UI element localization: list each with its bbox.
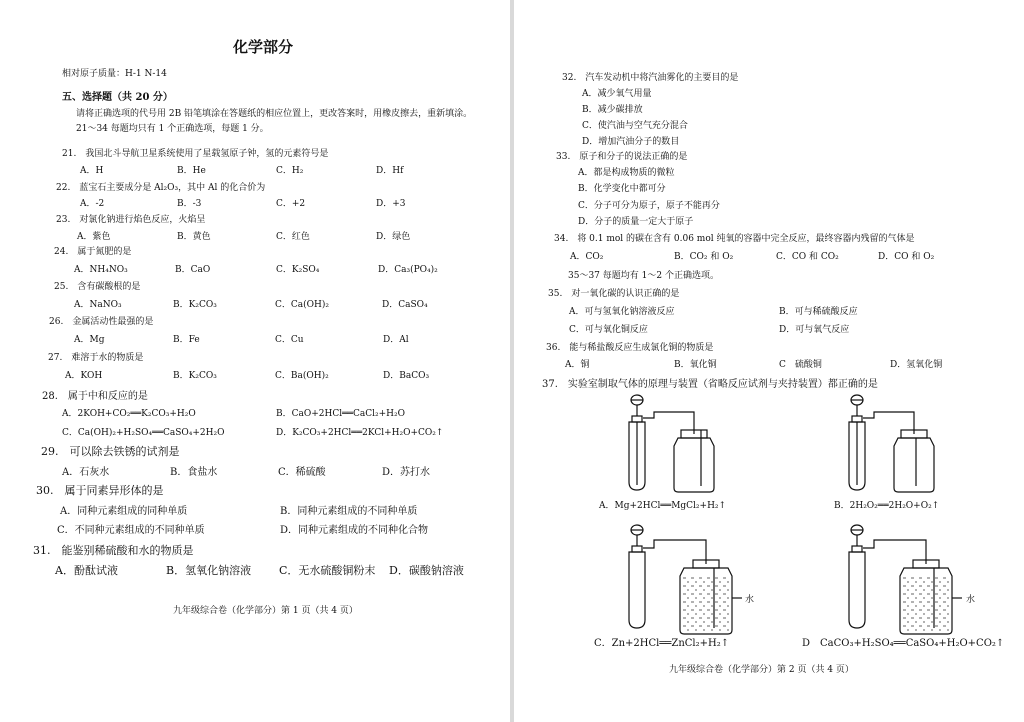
q26-option-a: A．Mg — [74, 335, 105, 345]
q32-stem: 32. 汽车发动机中将汽油雾化的主要目的是 — [562, 73, 739, 83]
apparatus-b-equation[interactable]: B．2H₂O₂══2H₂O+O₂↑ — [834, 501, 940, 511]
q29-option-b: B．食盐水 — [170, 467, 218, 478]
q35-option-c: C．可与氧化铜反应 — [569, 325, 648, 335]
q21-option-a: A．H — [80, 166, 104, 176]
instructions-line-1: 请将正确选项的代号用 2B 铅笔填涂在答题纸的相应位置上，更改答案时，用橡皮擦去，重新填涂。 — [76, 109, 473, 119]
q22-option-b: B．-3 — [177, 199, 202, 209]
q29-stem: 29. 可以除去铁锈的试剂是 — [41, 445, 180, 458]
q23-option-c: C．红色 — [276, 232, 310, 242]
q21-stem: 21. 我国北斗导航卫星系统使用了星载氢原子钟，氢的元素符号是 — [62, 149, 329, 159]
q31-option-c: C．无水硫酸铜粉末 — [279, 564, 376, 577]
apparatus-a-equation[interactable]: A．Mg+2HCl══MgCl₂+H₂↑ — [599, 501, 727, 511]
q28-option-d: D．K₂CO₃+2HCl══2KCl+H₂O+CO₂↑ — [276, 428, 444, 438]
q27-option-a: A．KOH — [65, 371, 103, 381]
q33-option-d: D．分子的质量一定大于原子 — [578, 217, 694, 227]
q24-option-d: D．Ca₃(PO₄)₂ — [378, 265, 438, 275]
q36-option-b: B．氧化铜 — [674, 360, 717, 370]
q32-option-d: D．增加汽油分子的数目 — [582, 137, 680, 147]
q35-option-b: B．可与稀硫酸反应 — [779, 307, 858, 317]
q33-option-b: B．化学变化中都可分 — [578, 184, 666, 194]
q26-stem: 26. 金属活动性最强的是 — [49, 317, 154, 327]
q27-option-d: D．BaCO₃ — [383, 371, 430, 381]
q27-stem: 27. 难溶于水的物质是 — [48, 353, 144, 363]
q35-option-d: D．可与氧气反应 — [779, 325, 850, 335]
apparatus-c-diagram — [626, 520, 751, 645]
q31-stem: 31. 能鉴别稀硫酸和水的物质是 — [33, 544, 194, 557]
q25-stem: 25. 含有碳酸根的是 — [54, 282, 141, 292]
q28-option-b: B．CaO+2HCl══CaCl₂+H₂O — [276, 409, 405, 419]
multi-answer-note: 35～37 每题均有 1～2 个正确选项。 — [568, 271, 719, 281]
q36-option-c: C 硫酸铜 — [779, 360, 822, 370]
q29-option-d: D．苏打水 — [382, 467, 431, 478]
q25-option-a: A．NaNO₃ — [74, 300, 122, 310]
q31-option-b: B．氢氧化钠溶液 — [166, 564, 252, 577]
q24-option-c: C．K₂SO₄ — [276, 265, 320, 275]
q29-option-c: C．稀硫酸 — [278, 467, 326, 478]
instructions-line-2: 21～34 每题均只有 1 个正确选项，每题 1 分。 — [76, 124, 269, 134]
q33-option-a: A．都是构成物质的微粒 — [578, 168, 675, 178]
q22-option-c: C．+2 — [276, 199, 306, 209]
atomic-mass-note: 相对原子质量：H-1 N-14 — [62, 69, 167, 79]
section-heading: 五、选择题（共 20 分） — [62, 92, 173, 103]
q30-option-d: D．同种元素组成的不同种化合物 — [280, 525, 429, 536]
page-title: 化学部分 — [233, 38, 294, 56]
q34-option-d: D．CO 和 O₂ — [878, 252, 935, 262]
q37-stem: 37. 实验室制取气体的原理与装置（省略反应试剂与夹持装置）都正确的是 — [542, 379, 878, 390]
q27-option-c: C．Ba(OH)₂ — [275, 371, 329, 381]
q33-stem: 33. 原子和分子的说法正确的是 — [556, 152, 688, 162]
apparatus-b-diagram — [846, 390, 956, 500]
q34-option-c: C．CO 和 CO₂ — [776, 252, 839, 262]
q29-option-a: A．石灰水 — [62, 467, 110, 478]
q21-option-c: C．H₂ — [276, 166, 304, 176]
q25-option-b: B．K₂CO₃ — [173, 300, 217, 310]
q21-option-d: D．Hf — [376, 166, 404, 176]
q26-option-c: C．Cu — [275, 335, 304, 345]
q30-option-a: A．同种元素组成的同种单质 — [60, 506, 188, 517]
apparatus-a-diagram — [626, 390, 736, 500]
q26-option-d: D．Al — [383, 335, 409, 345]
q28-option-c: C．Ca(OH)₂+H₂SO₄══CaSO₄+2H₂O — [62, 428, 225, 438]
q24-option-a: A．NH₄NO₃ — [74, 265, 128, 275]
q23-stem: 23. 对氯化钠进行焰色反应，火焰呈 — [56, 215, 206, 225]
q34-option-a: A．CO₂ — [570, 252, 604, 262]
q32-option-a: A．减少氧气用量 — [582, 89, 652, 99]
page-footer: 九年级综合卷（化学部分）第 1 页（共 4 页） — [173, 606, 358, 616]
q36-option-d: D．氢氧化铜 — [890, 360, 943, 370]
right-page — [514, 0, 1024, 722]
apparatus-d-diagram — [846, 520, 971, 645]
q32-option-b: B．减少碳排放 — [582, 105, 643, 115]
q34-stem: 34. 将 0.1 mol 的碳在含有 0.06 mol 纯氧的容器中完全反应，最终容器内残留的气体是 — [554, 234, 915, 244]
q25-option-c: C．Ca(OH)₂ — [275, 300, 329, 310]
q31-option-a: A．酚酞试液 — [55, 564, 118, 577]
q36-option-a: A．铜 — [565, 360, 590, 370]
q32-option-c: C．使汽油与空气充分混合 — [582, 121, 688, 131]
water-label-d: 水 — [966, 595, 976, 605]
q33-option-c: C．分子可分为原子，原子不能再分 — [578, 201, 720, 211]
q36-stem: 36. 能与稀盐酸反应生成氯化铜的物质是 — [546, 343, 714, 353]
q34-option-b: B．CO₂ 和 O₂ — [674, 252, 734, 262]
q23-option-d: D．绿色 — [376, 232, 411, 242]
q30-option-b: B．同种元素组成的不同种单质 — [280, 506, 418, 517]
q28-option-a: A．2KOH+CO₂══K₂CO₃+H₂O — [62, 409, 196, 419]
q30-option-c: C．不同种元素组成的不同种单质 — [57, 525, 205, 536]
water-label-c: 水 — [745, 595, 755, 605]
apparatus-c-equation[interactable]: C．Zn+2HCl══ZnCl₂+H₂↑ — [594, 638, 730, 649]
q31-option-d: D．碳酸钠溶液 — [389, 564, 464, 577]
q27-option-b: B．K₂CO₃ — [173, 371, 217, 381]
q21-option-b: B．He — [177, 166, 206, 176]
q26-option-b: B．Fe — [173, 335, 200, 345]
q35-stem: 35. 对一氧化碳的认识正确的是 — [548, 289, 680, 299]
q23-option-a: A．紫色 — [77, 232, 111, 242]
q25-option-d: D．CaSO₄ — [382, 300, 428, 310]
page-footer: 九年级综合卷（化学部分）第 2 页（共 4 页） — [669, 665, 854, 675]
q22-stem: 22. 蓝宝石主要成分是 Al₂O₃，其中 Al 的化合价为 — [56, 183, 266, 193]
q35-option-a: A．可与氢氧化钠溶液反应 — [569, 307, 675, 317]
q22-option-d: D．+3 — [376, 199, 406, 209]
q22-option-a: A．-2 — [80, 199, 105, 209]
q30-stem: 30. 属于同素异形体的是 — [36, 484, 164, 497]
apparatus-d-equation[interactable]: D CaCO₃+H₂SO₄══CaSO₄+H₂O+CO₂↑ — [802, 638, 1005, 649]
q24-stem: 24. 属于氮肥的是 — [54, 247, 132, 257]
q28-stem: 28. 属于中和反应的是 — [42, 391, 148, 402]
q24-option-b: B．CaO — [175, 265, 211, 275]
left-page — [0, 0, 510, 722]
q23-option-b: B．黄色 — [177, 232, 211, 242]
